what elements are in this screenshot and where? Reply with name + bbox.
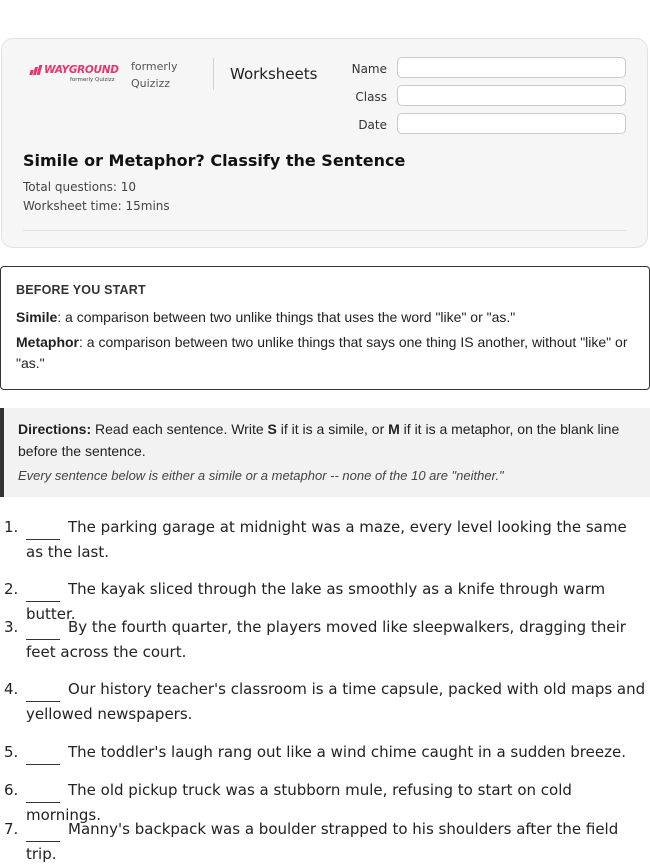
metaphor-definition-text: : a comparison between two unlike things that says one thing IS another, without "like" or "as." <box>16 334 628 371</box>
header-divider <box>213 58 214 90</box>
directions-text <box>18 418 646 462</box>
answer-blank[interactable] <box>26 780 60 803</box>
question-text: The toddler's laugh rang out like a wind chime caught in a sudden breeze. <box>68 743 626 761</box>
answer-blank[interactable] <box>26 742 60 765</box>
metaphor-term: Metaphor <box>16 334 79 350</box>
logo-mark-icon <box>30 65 41 75</box>
question-text: Our history teacher's classroom is a time capsule, packed with old maps and yellowed newspapers. <box>26 680 646 723</box>
date-field[interactable] <box>397 113 626 134</box>
simile-term: Simile <box>16 309 58 325</box>
worksheet-time: Worksheet time: 15mins <box>23 199 170 213</box>
directions-part-3: if it is a metaphor, on the blank line before the sentence. <box>18 421 620 459</box>
question-number: 6. <box>4 781 19 799</box>
question-number: 4. <box>4 680 19 698</box>
total-questions: Total questions: 10 <box>23 180 137 194</box>
worksheet-title: Simile or Metaphor? Classify the Sentence <box>23 151 406 170</box>
directions-part-1: Read each sentence. Write <box>91 421 268 437</box>
answer-blank[interactable] <box>26 617 60 640</box>
header-rule <box>23 230 626 231</box>
logo-subtext: formerly Quizizz <box>70 77 115 83</box>
question-text: Manny's backpack was a boulder strapped to his shoulders after the field trip. <box>26 820 619 863</box>
directions-part-2: if it is a simile, or <box>276 421 389 437</box>
directions-label: Directions: <box>18 421 92 437</box>
directions-note: Every sentence below is either a simile or a metaphor -- none of the 10 are "neither." <box>18 468 504 483</box>
answer-blank[interactable] <box>26 819 60 842</box>
metaphor-definition <box>16 332 641 374</box>
wayground-logo <box>30 64 120 88</box>
product-name: Worksheets <box>230 65 318 83</box>
question-text: The kayak sliced through the lake as smoothly as a knife through warm butter. <box>26 580 606 623</box>
question-text: The parking garage at midnight was a maze, every level looking the same as the last. <box>26 518 627 561</box>
question-number: 5. <box>4 743 19 761</box>
simile-definition <box>16 307 641 328</box>
metaphor-letter: M <box>388 421 400 437</box>
question-number: 3. <box>4 618 19 636</box>
before-you-start-box <box>0 266 650 390</box>
question-number: 2. <box>4 580 19 598</box>
before-you-start-heading: BEFORE YOU START <box>16 283 146 297</box>
simile-letter: S <box>267 421 277 437</box>
answer-blank[interactable] <box>26 679 60 702</box>
name-field[interactable] <box>397 57 626 78</box>
formerly-quizizz-text: formerly Quizizz <box>131 60 178 90</box>
question-text: By the fourth quarter, the players moved like sleepwalkers, dragging their feet across the court. <box>26 618 626 661</box>
question-number: 7. <box>4 820 19 838</box>
date-label: Date <box>358 118 387 132</box>
directions-box <box>0 408 650 497</box>
class-label: Class <box>355 90 387 104</box>
answer-blank[interactable] <box>26 517 60 540</box>
answer-blank[interactable] <box>26 579 60 602</box>
question-text: The old pickup truck was a stubborn mule, refusing to start on cold mornings. <box>26 781 572 824</box>
class-field[interactable] <box>397 85 626 106</box>
name-label: Name <box>351 62 387 76</box>
logo-wordmark: WAYGROUND <box>44 64 119 76</box>
simile-definition-text: : a comparison between two unlike things that uses the word "like" or "as." <box>57 309 516 325</box>
question-number: 1. <box>4 518 19 536</box>
